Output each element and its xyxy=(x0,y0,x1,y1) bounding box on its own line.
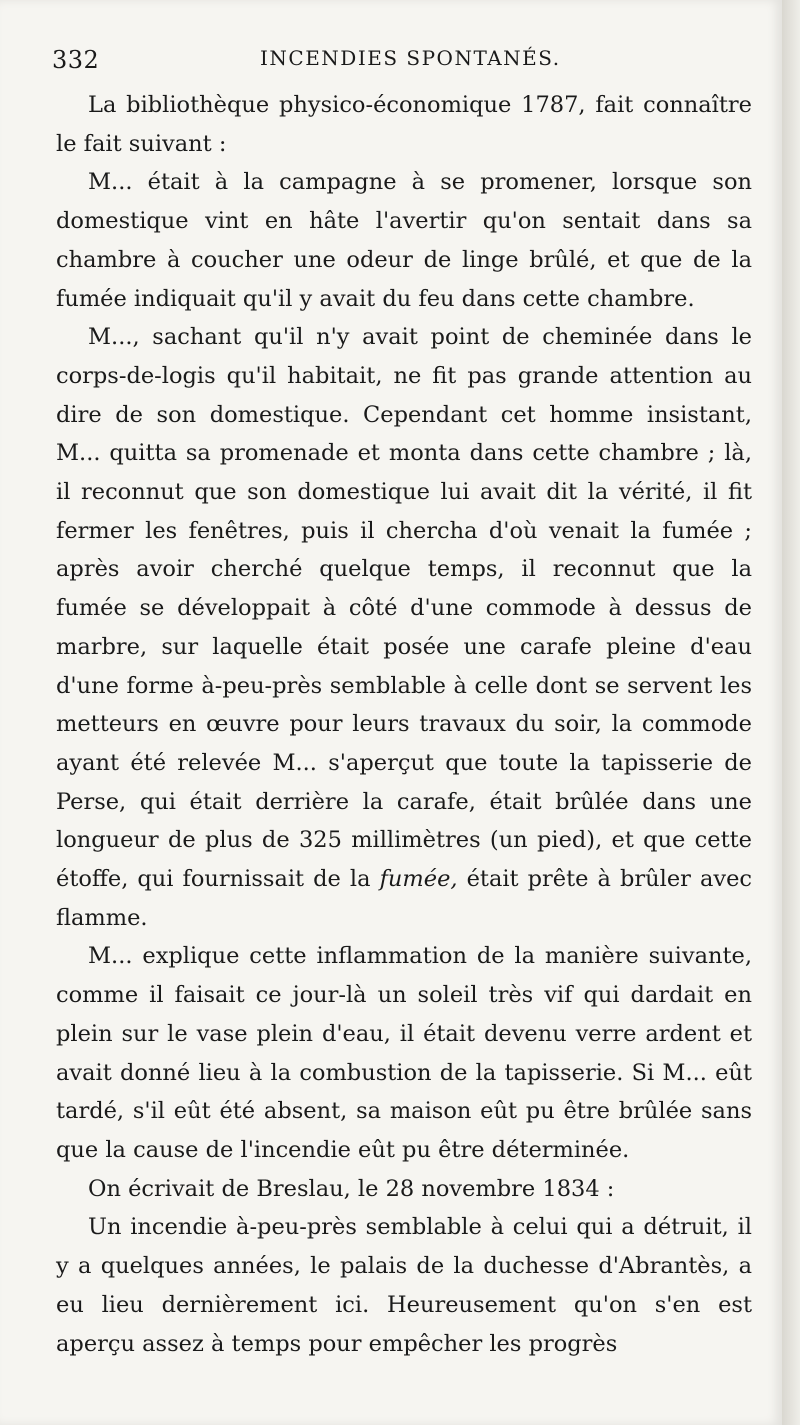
page-number: 332 xyxy=(52,46,100,74)
body-text xyxy=(56,86,752,1363)
page-edge xyxy=(782,0,800,1425)
paragraph-5: On écrivait de Breslau, le 28 novembre 1834 : xyxy=(88,1175,615,1202)
paragraph-2: M... était à la campagne à se promener, lorsque son domestique vint en hâte l'avertir qu'on sentait dans sa chambre à coucher une odeur de linge brûlé, et que de la fumée indiquait qu'il y avait du feu dans cette chambre. xyxy=(56,169,752,312)
paragraph-4: M... explique cette inflammation de la manière suivante, comme il faisait ce jour-là un soleil très vif qui dardait en plein sur le vase plein d'eau, il était devenu verre ardent et avait donné lieu à la combustion de la tapisserie. Si M... eût tardé, s'il eût été absent, sa maison eût pu être brûlée sans que la cause de l'incendie eût pu être déterminée. xyxy=(56,943,752,1163)
paragraph-6: Un incendie à-peu-près semblable à celui qui a détruit, il y a quelques années, le palais de la duchesse d'Abrantès, a eu lieu dernièrement ici. Heureusement qu'on s'en est aperçu assez à temps pour empêcher les progrès xyxy=(56,1214,752,1357)
running-title: INCENDIES SPONTANÉS. xyxy=(260,46,561,70)
italic-word: fumée, xyxy=(379,866,458,893)
paragraph-1: La bibliothèque physico-économique 1787, fait connaître le fait suivant : xyxy=(56,92,752,157)
paragraph-3-end: était prête à brûler avec flamme. xyxy=(56,866,752,931)
paragraph-3 xyxy=(56,318,752,937)
page-header xyxy=(52,40,752,80)
paragraph-3-text: M..., sachant qu'il n'y avait point de cheminée dans le corps-de-logis qu'il habitait, ne fit pas grande attention au dire de son domestique. Cependant cet homme insistant, M... quitta sa promenade et monta dans cette chambre ; là, il reconnut que son domestique lui avait dit la vérité, il fit fermer les fenêtres, puis il chercha d'où venait la fumée ; après avoir cherché quelque temps, il reconnut que la fumée se développait à côté d'une commode à dessus de marbre, sur laquelle était posée une carafe pleine d'eau d'une forme à-peu-près semblable à celle dont se servent les metteurs en œuvre pour leurs travaux du soir, la commode ayant été relevée M... s'aperçut que toute la tapisserie de Perse, qui était derrière la carafe, était brûlée dans une longueur de plus de 325 millimètres (un pied), et que cette étoffe, qui fournissait de la xyxy=(56,324,752,893)
